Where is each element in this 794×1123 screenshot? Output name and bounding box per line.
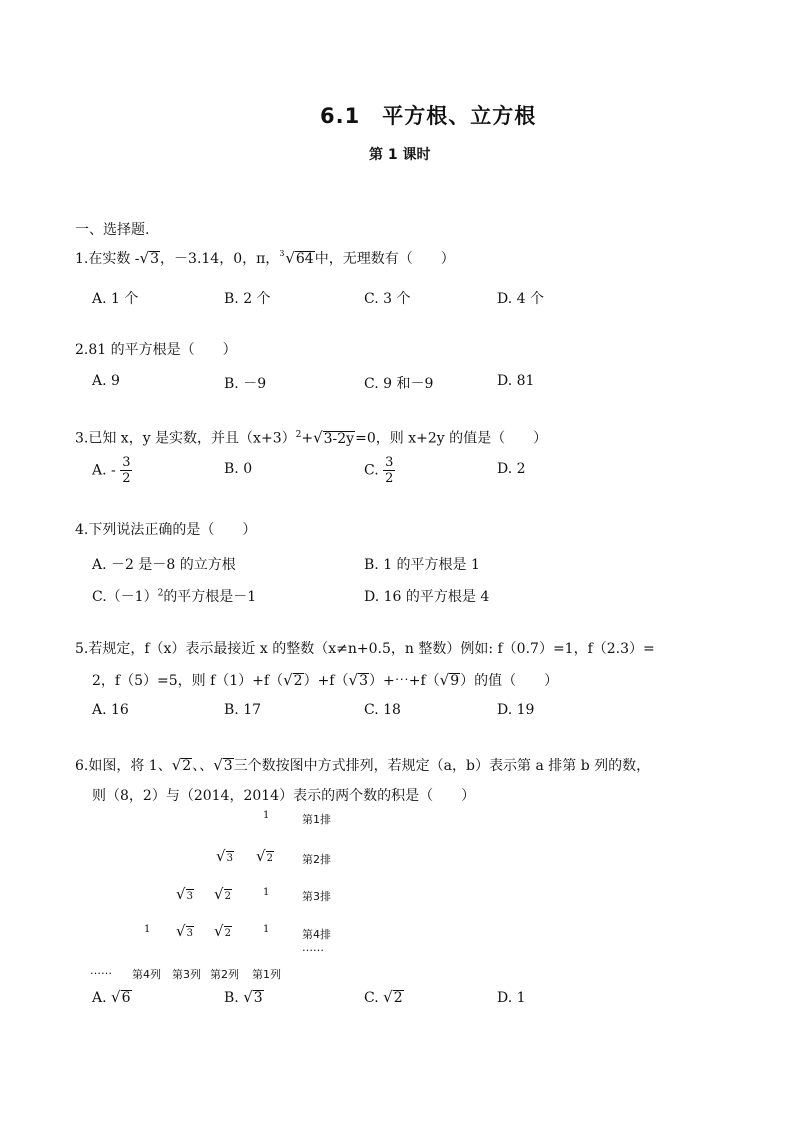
q3-plus: +: [301, 430, 314, 447]
q1-text-post: 中，无理数有（ ）: [314, 251, 455, 267]
q5-option-b[interactable]: B. 17: [224, 702, 262, 718]
sqrt-sign: √: [213, 756, 223, 774]
q6-option-b-label: B.: [224, 990, 239, 1006]
q3-option-b[interactable]: B. 0: [224, 461, 253, 477]
sqrt-sign: √: [216, 847, 226, 865]
q5-option-d[interactable]: D. 19: [497, 702, 535, 718]
cell-r1-c1: 1: [263, 810, 270, 821]
section-heading: 一、选择题.: [75, 222, 150, 238]
question-1: [75, 248, 455, 269]
question-6-line-2: 则（8，2）与（2014，2014）表示的两个数的积是（ ）: [92, 788, 476, 804]
q5-radicand-2: 2: [293, 673, 303, 689]
page-subtitle: 第 1 课时: [369, 147, 431, 163]
cube-root-index: 3: [279, 249, 285, 258]
cell-r2-c2: [216, 847, 234, 866]
sqrt-sign: √: [214, 885, 224, 903]
sqrt-sign: √: [176, 885, 186, 903]
question-6-line-1: [75, 755, 650, 776]
column-continuation-dots: ……: [90, 964, 112, 977]
sqrt-sign: √: [348, 671, 359, 689]
q6-text-c: 三个数按图中方式排列，若规定（a，b）表示第 a 排第 b 列的数，: [233, 758, 651, 774]
q5-text-c: ）+⋯+f（: [368, 673, 440, 689]
cell-r3-c2: [214, 885, 232, 904]
cell-radicand: 2: [224, 891, 231, 902]
cell-r4-c2: [214, 922, 232, 941]
fraction-denominator: 2: [385, 471, 394, 486]
sqrt-sign: √: [111, 988, 121, 1006]
q5-radicand-3: 3: [359, 673, 368, 689]
cell-radicand: 2: [266, 853, 273, 864]
sqrt-sign: √: [139, 249, 150, 267]
q1-option-a[interactable]: A. 1 个: [92, 291, 139, 307]
q4-option-b[interactable]: B. 1 的平方根是 1: [364, 557, 480, 573]
question-5-line-2: [92, 670, 558, 691]
cell-r4-c3: [176, 922, 194, 941]
q6-option-c[interactable]: [364, 988, 404, 1006]
q1-option-b[interactable]: B. 2 个: [224, 291, 271, 307]
cell-r4-c1: 1: [263, 924, 270, 935]
q2-option-d[interactable]: D. 81: [497, 373, 535, 389]
sqrt-sign: √: [171, 756, 182, 774]
sqrt-sign: √: [313, 428, 323, 447]
cell-r2-c1: [256, 847, 274, 866]
cell-radicand: 2: [224, 928, 231, 939]
q1-option-c[interactable]: C. 3 个: [364, 291, 411, 307]
cell-r3-c3: [176, 885, 194, 904]
sqrt-sign: √: [256, 847, 266, 865]
q5-text-b: ）+f（: [303, 673, 349, 689]
q3-option-a-label: A. -: [92, 462, 116, 479]
q3-exponent: 2: [295, 430, 302, 440]
column-label-1: 第1列: [252, 968, 281, 981]
fraction-denominator: 2: [122, 471, 131, 486]
q1-radicand-64: 64: [295, 251, 314, 267]
q5-option-a[interactable]: A. 16: [92, 702, 129, 718]
q5-text-d: ）的值（ ）: [460, 673, 559, 689]
q6-text-a: 6.如图，将 1、: [75, 758, 172, 774]
q6-option-b-radicand: 3: [253, 990, 263, 1006]
q6-option-b[interactable]: [224, 988, 264, 1006]
fraction: [383, 455, 395, 486]
row-label-4: 第4排: [302, 928, 331, 941]
cell-r3-c1: 1: [263, 887, 270, 898]
sqrt-sign: √: [243, 988, 253, 1006]
column-label-4: 第4列: [132, 968, 161, 981]
q5-radicand-9: 9: [450, 673, 460, 689]
q6-option-a[interactable]: [92, 988, 132, 1006]
q3-text-post: =0，则 x+2y 的值是（ ）: [355, 430, 548, 447]
q6-option-d[interactable]: D. 1: [497, 990, 526, 1006]
q2-option-a[interactable]: A. 9: [92, 373, 120, 389]
question-4: 4.下列说法正确的是（ ）: [75, 522, 257, 538]
q6-option-a-radicand: 6: [121, 990, 131, 1006]
fraction-numerator: 3: [385, 455, 394, 470]
q3-option-c[interactable]: [364, 455, 395, 486]
sqrt-sign: √: [285, 249, 295, 267]
sqrt-sign: √: [176, 922, 186, 940]
question-5-line-1: 5.若规定，f（x）表示最接近 x 的整数（x≠n+0.5，n 整数）例如: f（0.7）=1，f（2.3）=: [75, 641, 655, 657]
q6-text-b: 、、: [192, 758, 214, 774]
row-continuation-dots: ……: [302, 941, 324, 954]
column-label-2: 第2列: [210, 968, 239, 981]
question-2: 2.81 的平方根是（ ）: [75, 342, 237, 358]
q2-option-b[interactable]: B. －9: [224, 376, 267, 392]
q1-radicand-3: 3: [150, 251, 160, 267]
sqrt-sign: √: [283, 671, 293, 689]
cell-r4-c4: 1: [144, 924, 151, 935]
q4-option-c-post: 的平方根是－1: [163, 589, 257, 605]
q6-option-c-radicand: 2: [393, 990, 403, 1006]
q4-option-c-exponent: 2: [157, 588, 164, 599]
sqrt-sign: √: [383, 988, 393, 1006]
q1-text-pre: 1.在实数 -: [75, 251, 140, 267]
column-label-3: 第3列: [172, 968, 201, 981]
q5-text-a: 2，f（5）=5，则 f（1）+f（: [92, 673, 284, 689]
cell-radicand: 3: [186, 928, 193, 939]
q3-option-d[interactable]: D. 2: [497, 461, 526, 477]
q3-text-pre: 3.已知 x，y 是实数，并且（x+3）: [75, 430, 296, 447]
q4-option-a[interactable]: A. －2 是－8 的立方根: [92, 557, 236, 573]
q6-radicand-3: 3: [223, 758, 233, 774]
cell-radicand: 3: [226, 853, 233, 864]
q1-text-mid: ，－3.14，0，π，: [160, 251, 280, 267]
q6-option-c-label: C.: [364, 990, 379, 1006]
row-label-3: 第3排: [302, 890, 331, 903]
question-3: [75, 425, 547, 449]
q4-option-c[interactable]: [92, 586, 256, 606]
q3-option-a[interactable]: [92, 455, 132, 486]
fraction: [120, 455, 132, 486]
page-title: 6.1 平方根、立方根: [320, 104, 537, 128]
q2-option-c[interactable]: C. 9 和－9: [364, 376, 434, 392]
cell-radicand: 3: [186, 891, 193, 902]
q3-option-c-label: C.: [364, 462, 379, 479]
row-label-1: 第1排: [302, 813, 331, 826]
q5-option-c[interactable]: C. 18: [364, 702, 401, 718]
q6-radicand-2: 2: [182, 758, 192, 774]
q1-option-d[interactable]: D. 4 个: [497, 291, 544, 307]
sqrt-sign: √: [214, 922, 224, 940]
row-label-2: 第2排: [302, 853, 331, 866]
q6-option-a-label: A.: [92, 990, 107, 1006]
cube-root: [279, 248, 314, 269]
fraction-numerator: 3: [122, 455, 131, 470]
q4-option-c-pre: C.（－1）: [92, 589, 158, 605]
q3-radicand: 3-2y: [323, 430, 355, 447]
q4-option-d[interactable]: D. 16 的平方根是 4: [364, 589, 490, 605]
sqrt-sign: √: [439, 671, 450, 689]
